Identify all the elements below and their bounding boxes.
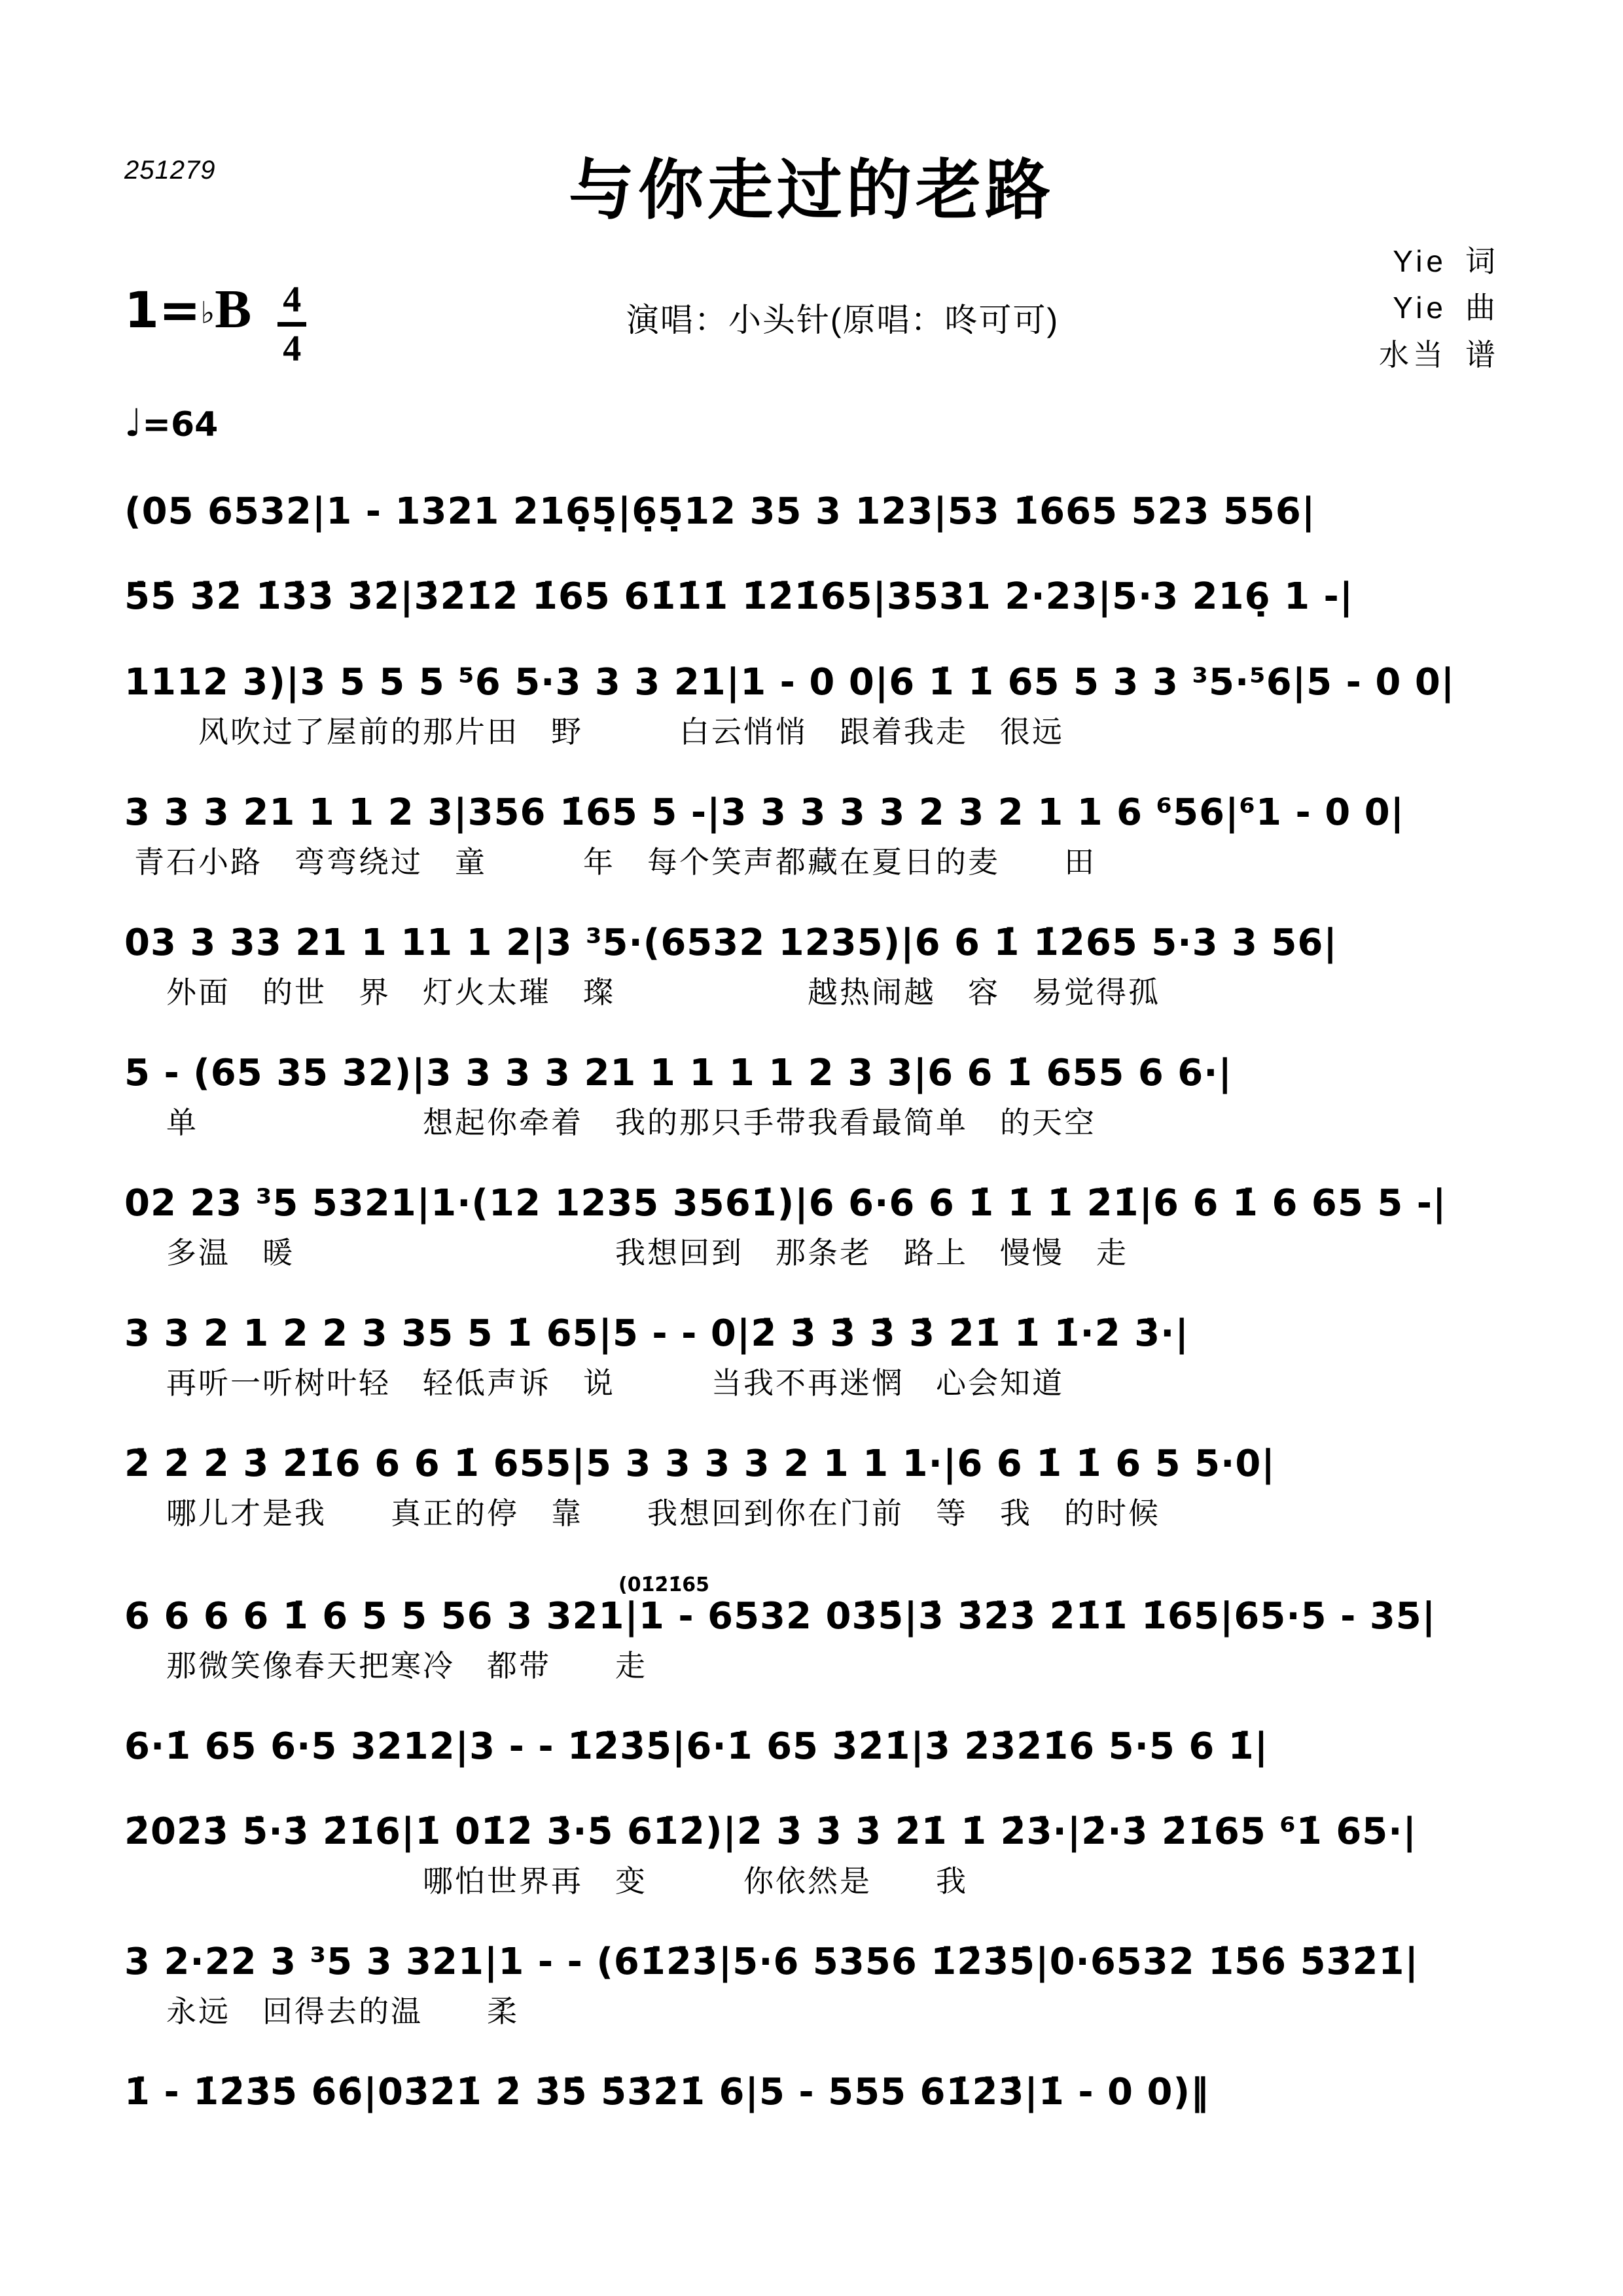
- time-denominator: 4: [283, 329, 302, 370]
- music-system: [62, 662, 1561, 749]
- credit-line: [1194, 332, 1495, 378]
- notation-line: 3 3 2 1 2 2 3 35 5 1̇ 65|5 - - 0|2̇ 3̇ 3̇ 3̇ 3̇ 2̇1̇ 1̇ 1̇·2̇ 3̇·|: [124, 1312, 1189, 1355]
- credit-line: [1194, 238, 1495, 285]
- notation-line: 3 3 3 21 1 1 2 3|356 1̇65 5 -|3 3 3 3 3 2 3 2 1 1 6 ⁶56|⁶1 - 0 0|: [124, 791, 1405, 834]
- music-system: [62, 922, 1561, 1009]
- credits: [1194, 238, 1561, 378]
- key-letter: B: [215, 279, 252, 340]
- music-system: [62, 491, 1561, 533]
- credit-name: Yie: [1393, 291, 1447, 325]
- music-system: [62, 1052, 1561, 1139]
- music-system: [62, 2072, 1561, 2113]
- sheet-id: 251279: [124, 156, 216, 185]
- lyrics-line: 哪儿才是我 真正的停 靠 我想回到你在门前 等 我 的时候: [134, 1496, 1160, 1530]
- tempo-marking: [124, 401, 1561, 445]
- music-system: [62, 576, 1561, 618]
- credit-line: [1194, 285, 1495, 331]
- notation-line: 03 3 33 21 1 11 1 2|3 ³5·(6532 1235)|6 6 1̇ 1̇2̇65 5·3 3 56|: [124, 921, 1338, 964]
- lyrics-line: 风吹过了屋前的那片田 野 白云悄悄 跟着我走 很远: [134, 715, 1064, 749]
- music-system: [62, 1941, 1561, 2028]
- header-row: [62, 238, 1561, 378]
- notation-line: 6 6 6 6 1̇ 6 5 5 56 3 321|1 - 6532 03̇5̇|3̇ 3̇2̇3̇ 2̇1̇1̇ 1̇65|65·5 - 35|: [124, 1594, 1436, 1638]
- credit-role: 谱: [1465, 337, 1495, 372]
- notation-line: (05 6532|1 - 1321 216̣5̣|6̣5̣12 35 3 123|53 1̇665 523 556|: [124, 490, 1316, 533]
- lyrics-line: 哪怕世界再 变 你依然是 我: [134, 1864, 968, 1899]
- key-prefix: 1=: [124, 281, 201, 339]
- credit-name: 水当: [1379, 337, 1447, 372]
- subtitle: 演唱：小头针(原唱：咚可可): [626, 302, 1060, 338]
- music-system: [62, 1443, 1561, 1530]
- music-system: [62, 792, 1561, 879]
- time-numerator: 4: [277, 281, 306, 327]
- lyrics-line: 永远 回得去的温 柔: [134, 1994, 519, 2029]
- notation-line: 2̇ 2̇ 2̇ 3̇ 2̇1̇6 6 6 1̇ 655|5 3 3 3 3 2 1 1 1·|6 6 1̇ 1̇ 6 5 5·0|: [124, 1442, 1275, 1485]
- flat-sign: ♭: [200, 295, 215, 331]
- notation-line: 5 - (65 35 32)|3 3 3 3 21 1 1 1 1 2 3 3|6 6 1̇ 655 6 6·|: [124, 1051, 1232, 1094]
- notation-line: 2̇02̇3̇ 5̇·3̇ 2̇1̇6|1̇ 01̇2̇ 3̇·5̇ 61̇2̇)|2̇ 3̇ 3̇ 3̇ 2̇1̇ 1̇ 2̇3̇·|2̇·3̇ 2̇1̇65 ⁶1̇ 65·|: [124, 1810, 1417, 1853]
- lyrics-line: 青石小路 弯弯绕过 童 年 每个笑声都藏在夏日的麦 田: [134, 845, 1096, 880]
- music-system: [62, 1811, 1561, 1898]
- inline-annotation: (01̇2̇1̇65: [618, 1573, 709, 1596]
- credit-role: 曲: [1465, 291, 1495, 325]
- credit-role: 词: [1465, 244, 1495, 278]
- music-system: [62, 1183, 1561, 1270]
- quarter-note-icon: ♩: [124, 400, 143, 445]
- key-signature: [124, 238, 491, 370]
- tempo-equals: =: [142, 404, 171, 444]
- lyrics-line: 外面 的世 界 灯火太璀 璨 越热闹越 容 易觉得孤: [134, 975, 1160, 1010]
- music-system: [62, 1313, 1561, 1400]
- tempo-value: 64: [170, 404, 219, 444]
- lyrics-line: 多温 暖 我想回到 那条老 路上 慢慢 走: [134, 1236, 1128, 1270]
- music-system: [62, 1726, 1561, 1768]
- credit-name: Yie: [1393, 244, 1447, 278]
- score: [62, 491, 1561, 2113]
- lyrics-line: 那微笑像春天把寒冷 都带 走: [134, 1648, 647, 1683]
- notation-line: 1112 3)|3 5 5 5 ⁵6 5·3 3 3 21|1 - 0 0|6 1̇ 1̇ 65 5 3 3 ³5·⁵6|5 - 0 0|: [124, 660, 1455, 704]
- lyrics-line: 再听一听树叶轻 轻低声诉 说 当我不再迷惘 心会知道: [134, 1365, 1064, 1400]
- notation-line: 6·1̇ 65 6·5 3212|3 - - 1̇2̇3̇5̇|6·1̇ 65 3̇2̇1̇|3̇ 2̇3̇2̇1̇6 5·5 6 1̇|: [124, 1725, 1269, 1768]
- music-system: [62, 1573, 1561, 1683]
- notation-line: 02 23 ³5 5321|1·(12 1235 3561̇)|6 6·6 6 1̇ 1̇ 1̇ 2̇1̇|6 6 1̇ 6 65 5 -|: [124, 1181, 1447, 1225]
- time-signature: [277, 279, 306, 370]
- notation-line: 3 2·22 3 ³5 3 321|1 - - (61̇2̇3̇|5·6 5356 1̇2̇3̇5̇|0·6532 1̇5̇6̇ 5̇3̇2̇1̇|: [124, 1940, 1419, 1983]
- lyrics-line: 单 想起你牵着 我的那只手带我看最简单 的天空: [134, 1105, 1096, 1140]
- page-title: 与你走过的老路: [569, 154, 1054, 227]
- notation-line: 1̇ - 1̇2̇3̇5̇ 6̇6̇|03̇2̇1̇ 2̇ 3̇5̇ 5̇3̇2̇1̇ 6|5 - 555 61̇2̇3̇|1̇ - 0 0)‖: [124, 2070, 1210, 2113]
- notation-line: 5̇5̇ 3̇2̇ 1̇3̇3̇ 3̇2̇|3̇2̇1̇2̇ 1̇65 61̇1̇1̇ 1̇2̇1̇65|3531 2·23|5·3 216̣ 1 -|: [124, 575, 1354, 619]
